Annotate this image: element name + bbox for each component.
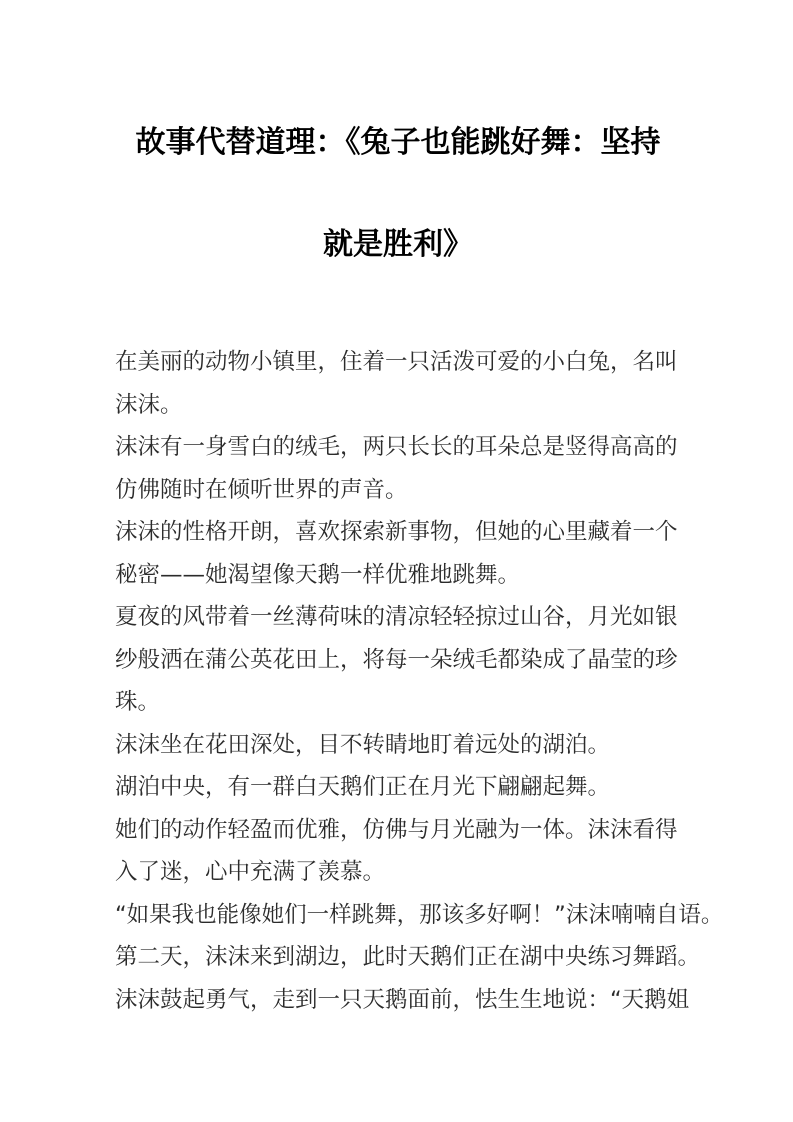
text-line: 仿佛随时在倾听世界的声音。 (115, 476, 408, 503)
text-line: 湖泊中央，有一群白天鹅们正在月光下翩翩起舞。 (115, 774, 611, 800)
text-line: 她们的动作轻盈而优雅，仿佛与月光融为一体。沫沫看得 (115, 816, 678, 843)
text-line: 入了迷，心中充满了羡慕。 (115, 859, 386, 885)
text-line: 秘密——她渴望像天鹅一样优雅地跳舞。 (115, 561, 521, 588)
document-content (115, 0, 724, 1021)
title-line: 就是胜利》 (323, 227, 473, 262)
text-line: 珠。 (115, 689, 161, 715)
text-line: 沫沫坐在花田深处，目不转睛地盯着远处的湖泊。 (115, 731, 611, 758)
text-line: 第二天，沫沫来到湖边，此时天鹅们正在湖中央练习舞蹈。 (115, 944, 701, 970)
text-line: 沫沫鼓起勇气，走到一只天鹅面前，怯生生地说：“天鹅姐 (115, 986, 690, 1013)
text-line: 纱般洒在蒲公英花田上，将每一朵绒毛都染成了晶莹的珍 (115, 646, 678, 673)
text-line: 沫沫。 (115, 391, 183, 418)
text-line: 夏夜的风带着一丝薄荷味的清凉轻轻掠过山谷，月光如银 (115, 604, 678, 630)
text-line: 沫沫的性格开朗，喜欢探索新事物，但她的心里藏着一个 (115, 519, 678, 545)
title-line: 故事代替道理：《兔子也能跳好舞：坚持 (135, 125, 661, 160)
text-line: “如果我也能像她们一样跳舞，那该多好啊！”沫沫喃喃自语。 (115, 901, 724, 928)
document-body (115, 341, 724, 1021)
document-title (115, 92, 681, 296)
text-line: 在美丽的动物小镇里，住着一只活泼可爱的小白兔，名叫 (115, 349, 678, 375)
text-line: 沫沫有一身雪白的绒毛，两只长长的耳朵总是竖得高高的 (115, 434, 678, 460)
